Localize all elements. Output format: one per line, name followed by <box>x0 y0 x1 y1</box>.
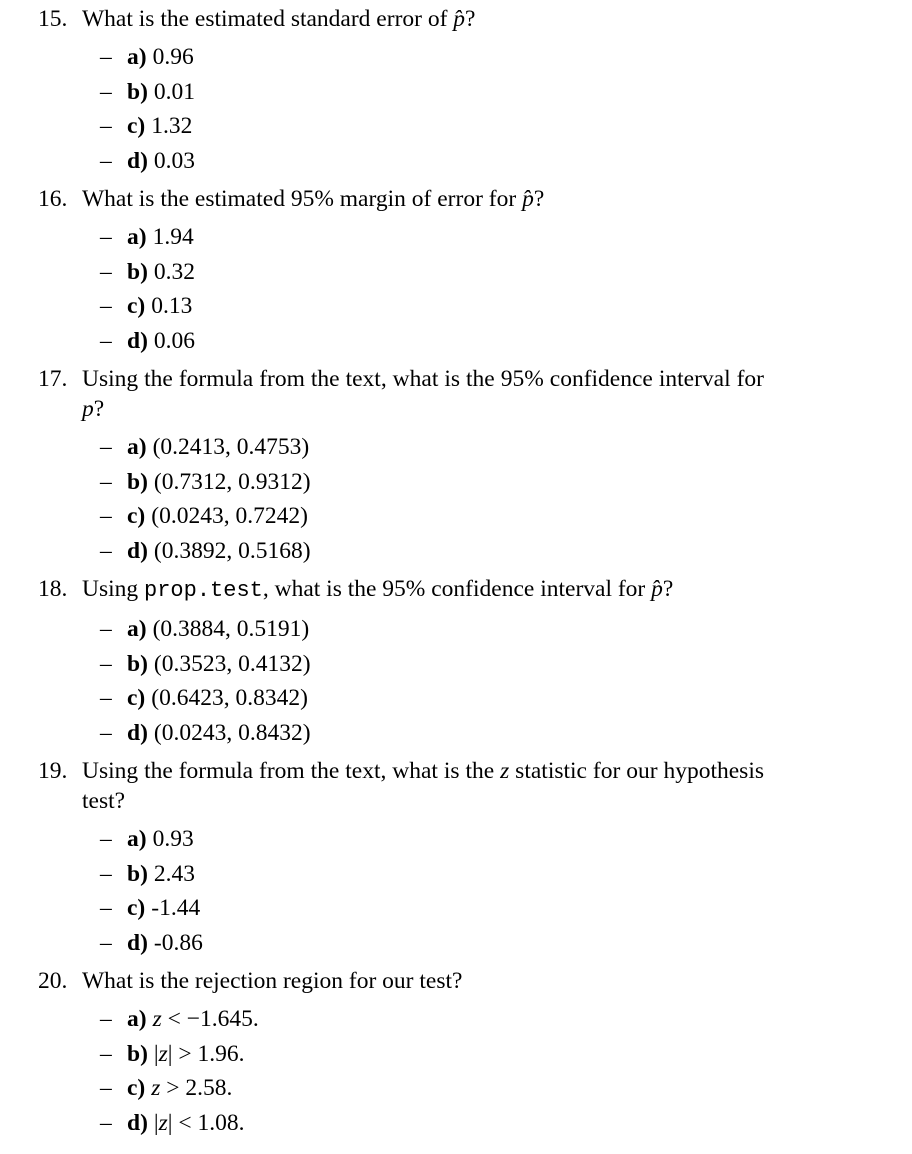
option-label: a) <box>127 616 147 642</box>
question-number: 19. <box>38 758 68 784</box>
dash-bullet: – <box>100 1075 112 1101</box>
text-segment: What is the estimated standard error of <box>82 6 454 32</box>
option-value: 1.32 <box>151 113 193 139</box>
dash-bullet: – <box>100 113 112 139</box>
question-line <box>38 966 912 996</box>
option-value: (0.6423, 0.8342) <box>151 685 308 711</box>
dash-bullet: – <box>100 147 112 174</box>
option-value: (0.0243, 0.8432) <box>153 719 311 746</box>
option-item <box>100 1106 912 1141</box>
option-value: (0.7312, 0.9312) <box>153 468 311 495</box>
option-list <box>38 220 912 358</box>
option-list <box>38 1002 912 1140</box>
math-symbol: z <box>500 758 510 784</box>
option-item <box>100 40 912 75</box>
dash-bullet: – <box>100 78 112 105</box>
dash-bullet: – <box>100 224 112 250</box>
option-list <box>38 40 912 178</box>
math-symbol: z <box>158 1109 168 1136</box>
math-symbol: p <box>82 396 94 422</box>
option-label: b) <box>127 1040 148 1067</box>
question-line <box>38 4 912 34</box>
option-label: b) <box>127 78 148 105</box>
option-value: (0.0243, 0.7242) <box>151 503 308 529</box>
option-label: a) <box>127 434 147 460</box>
text-segment: ? <box>93 396 105 422</box>
option-value: (0.2413, 0.4753) <box>152 434 310 460</box>
option-value: 1.94 <box>152 224 194 250</box>
dash-bullet: – <box>100 685 112 711</box>
math-symbol: p̂ <box>651 576 663 602</box>
question-16 <box>38 184 912 358</box>
question-number: 17. <box>38 366 68 392</box>
option-label: d) <box>127 1109 148 1136</box>
option-label: a) <box>127 224 147 250</box>
option-value: 0.13 <box>151 293 193 319</box>
option-value: | < 1.08. <box>167 1109 245 1136</box>
text-segment: Using the formula from the text, what is the 95% confidence interval for <box>82 366 764 392</box>
option-label: c) <box>127 1075 146 1101</box>
option-label: b) <box>127 650 148 677</box>
math-symbol: z <box>152 1006 162 1032</box>
option-item <box>100 255 912 290</box>
question-20 <box>38 966 912 1140</box>
dash-bullet: – <box>100 616 112 642</box>
option-list <box>38 430 912 568</box>
dash-bullet: – <box>100 537 112 564</box>
option-value: -1.44 <box>151 895 201 921</box>
question-line <box>38 756 912 816</box>
text-segment: ? <box>533 186 545 212</box>
option-item <box>100 1002 912 1037</box>
question-line <box>38 364 912 424</box>
option-value: | <box>153 1040 159 1067</box>
dash-bullet: – <box>100 929 112 956</box>
question-text <box>82 184 764 214</box>
option-list <box>38 822 912 960</box>
option-label: d) <box>127 537 148 564</box>
option-item <box>100 891 912 926</box>
question-text <box>82 756 764 816</box>
dash-bullet: – <box>100 895 112 921</box>
dash-bullet: – <box>100 44 112 70</box>
question-text <box>82 966 764 996</box>
option-label: d) <box>127 327 148 354</box>
text-segment: ? <box>662 576 674 602</box>
option-value: -0.86 <box>153 929 203 956</box>
dash-bullet: – <box>100 327 112 354</box>
question-number: 18. <box>38 576 68 602</box>
question-line <box>38 574 912 606</box>
option-item <box>100 716 912 751</box>
option-item <box>100 109 912 144</box>
question-number: 20. <box>38 968 68 994</box>
text-segment: Using the formula from the text, what is the <box>82 758 501 784</box>
option-value: < −1.645. <box>161 1006 259 1032</box>
text-segment: , what is the 95% confidence interval for <box>262 576 652 602</box>
text-segment: statistic for our hypothesis test? <box>82 758 765 814</box>
question-number: 16. <box>38 186 68 212</box>
option-value: (0.3884, 0.5191) <box>152 616 310 642</box>
option-item <box>100 324 912 359</box>
math-symbol: p̂ <box>522 186 534 212</box>
text-segment: What is the rejection region for our test? <box>82 968 463 994</box>
question-line <box>38 184 912 214</box>
dash-bullet: – <box>100 650 112 677</box>
option-label: d) <box>127 719 148 746</box>
text-segment: What is the estimated 95% margin of error for <box>82 186 523 212</box>
option-value: | <box>153 1109 159 1136</box>
option-label: c) <box>127 293 146 319</box>
option-item <box>100 499 912 534</box>
option-item <box>100 926 912 961</box>
dash-bullet: – <box>100 860 112 887</box>
option-item <box>100 289 912 324</box>
math-symbol: p̂ <box>453 6 466 32</box>
text-segment: Using <box>82 576 145 602</box>
math-symbol: z <box>158 1040 168 1067</box>
option-value: 0.03 <box>153 147 196 174</box>
option-value: (0.3892, 0.5168) <box>153 537 311 564</box>
question-18 <box>38 574 912 750</box>
dash-bullet: – <box>100 468 112 495</box>
question-text <box>82 364 764 424</box>
option-item <box>100 681 912 716</box>
option-value: (0.3523, 0.4132) <box>153 650 311 677</box>
dash-bullet: – <box>100 826 112 852</box>
code-text: prop.test <box>144 578 263 603</box>
option-label: a) <box>127 44 147 70</box>
option-item <box>100 75 912 110</box>
option-label: c) <box>127 503 146 529</box>
option-value: > 2.58. <box>160 1075 233 1101</box>
option-value: 0.96 <box>152 44 194 70</box>
option-item <box>100 857 912 892</box>
option-label: b) <box>127 468 148 495</box>
question-17 <box>38 364 912 568</box>
question-text <box>82 4 764 34</box>
option-value: 0.01 <box>153 78 196 105</box>
option-label: b) <box>127 860 148 887</box>
option-item <box>100 534 912 569</box>
question-text <box>82 574 764 606</box>
option-label: c) <box>127 113 146 139</box>
dash-bullet: – <box>100 1006 112 1032</box>
dash-bullet: – <box>100 503 112 529</box>
question-15 <box>38 4 912 178</box>
dash-bullet: – <box>100 1040 112 1067</box>
option-label: a) <box>127 826 147 852</box>
text-segment: ? <box>465 6 476 32</box>
option-label: d) <box>127 147 148 174</box>
dash-bullet: – <box>100 434 112 460</box>
option-label: b) <box>127 258 148 285</box>
option-item <box>100 144 912 179</box>
option-item <box>100 612 912 647</box>
option-item <box>100 430 912 465</box>
option-label: a) <box>127 1006 147 1032</box>
math-symbol: z <box>151 1075 161 1101</box>
dash-bullet: – <box>100 258 112 285</box>
option-item <box>100 220 912 255</box>
option-value: 0.32 <box>153 258 196 285</box>
dash-bullet: – <box>100 1109 112 1136</box>
option-value: | > 1.96. <box>167 1040 245 1067</box>
option-value: 0.06 <box>153 327 196 354</box>
option-list <box>38 612 912 750</box>
option-item <box>100 1037 912 1072</box>
option-label: d) <box>127 929 148 956</box>
dash-bullet: – <box>100 719 112 746</box>
option-item <box>100 465 912 500</box>
option-item <box>100 1071 912 1106</box>
dash-bullet: – <box>100 293 112 319</box>
option-value: 2.43 <box>153 860 196 887</box>
option-item <box>100 822 912 857</box>
option-label: c) <box>127 895 146 921</box>
option-value: 0.93 <box>152 826 194 852</box>
question-number: 15. <box>38 6 68 32</box>
option-label: c) <box>127 685 146 711</box>
question-19 <box>38 756 912 960</box>
option-item <box>100 647 912 682</box>
